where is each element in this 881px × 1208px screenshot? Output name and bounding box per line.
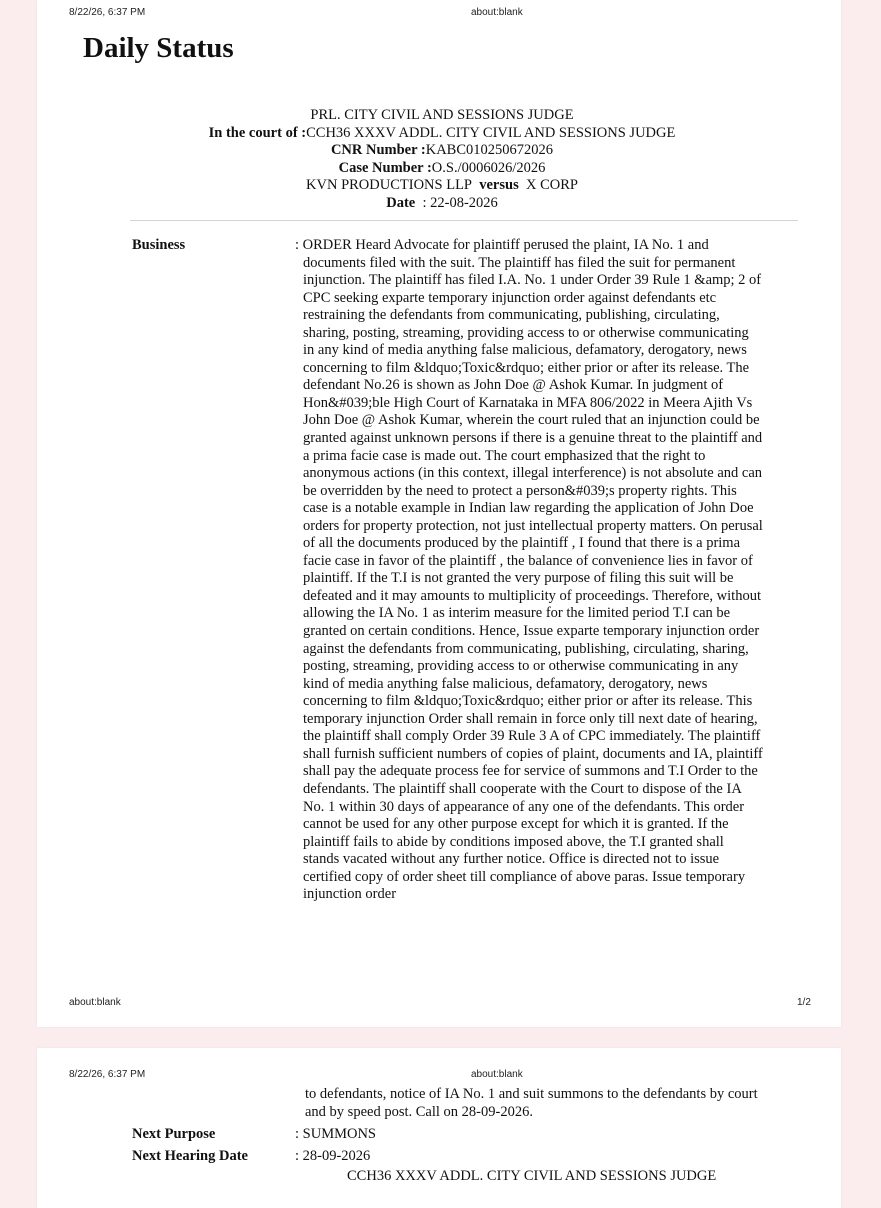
court-label: In the court of : bbox=[208, 124, 307, 141]
versus-label: versus bbox=[479, 177, 519, 194]
page-title: Daily Status bbox=[83, 32, 234, 64]
case-number-line bbox=[177, 160, 707, 178]
divider bbox=[130, 220, 798, 221]
cnr-line bbox=[177, 142, 707, 160]
date-line bbox=[177, 195, 707, 213]
business-text: : ORDER Heard Advocate for plaintiff perused the plaint, IA No. 1 and documents filed with the suit. The plaintiff has filed the suit for permanent injunction. The plaintiff has filed I.A. No. 1 under Order 39 Rule 1 &amp; 2 of CPC seeking exparte temporary injunction order against defendants etc restraining the defendants from communicating, publishing, circulating, sharing, posting, streaming, providing access to or otherwise communicating in any kind of media anything false malicious, defamatory, derogatory, news concerning to film &ldquo;Toxic&rdquo; either prior or after its release. The defendant No.26 is shown as John Doe @ Ashok Kumar. In judgment of Hon&#039;ble High Court of Karnataka in MFA 806/2022 in Meera Ajith Vs John Doe @ Ashok Kumar, wherein the court ruled that an injunction could be granted against unknown persons if there is a genuine threat to the plaintiff and a prima facie case is made out. The court emphasized that the right to anonymous actions (in this context, illegal interference) is not absolute and can be overridden by the need to protect a person&#039;s property rights. This case is a notable example in Indian law regarding the application of John Doe orders for property protection, not just intellectual property matters. On perusal of all the documents produced by the plaintiff , I found that there is a prima facie case in favor of the plaintiff , the balance of convenience lies in favor of plaintiff. If the T.I is not granted the very purpose of filing this suit will be defeated and it may amounts to multiplicity of proceedings. Therefore, without allowing the IA No. 1 as interim measure for the limited period T.I can be granted on certain conditions. Hence, Issue exparte temporary injunction order against the defendants from communicating, publishing, circulating, sharing, posting, streaming, providing access to or otherwise communicating in any kind of media anything false malicious, defamatory, derogatory, news concerning to film &ldquo;Toxic&rdquo; either prior or after its release. This temporary injunction Order shall remain in force only till next date of hearing, the plaintiff shall comply Order 39 Rule 3 A of CPC immediately. The plaintiff shall furnish sufficient numbers of copies of plaint, documents and IA, plaintiff shall pay the adequate process fee for service of summons and T.I Order to the defendants. The plaintiff shall cooperate with the Court to dispose of the IA No. 1 within 30 days of appearance of any one of the defendants. This order cannot be used for any other purpose except for which it is granted. If the plaintiff fails to abide by conditions imposed above, the T.I granted shall stands vacated without any further notice. Office is directed not to issue certified copy of order sheet till compliance of above paras. Issue temporary injunction order bbox=[295, 237, 763, 903]
print-url: about:blank bbox=[471, 7, 523, 18]
page-number: 1/2 bbox=[797, 997, 811, 1008]
next-purpose-label: Next Purpose bbox=[132, 1126, 216, 1142]
next-hearing-value: : 28-09-2026 bbox=[295, 1148, 371, 1164]
plaintiff-name: KVN PRODUCTIONS LLP bbox=[306, 177, 472, 194]
cnr-value: KABC010250672026 bbox=[425, 142, 554, 159]
parties-line bbox=[177, 177, 707, 195]
business-label: Business bbox=[132, 237, 186, 253]
cnr-label: CNR Number : bbox=[330, 142, 426, 159]
court-footer: CCH36 XXXV ADDL. CITY CIVIL AND SESSIONS JUDGE bbox=[347, 1168, 717, 1184]
court-line bbox=[177, 125, 707, 143]
print-page-1 bbox=[37, 0, 841, 1027]
court-line-1: PRL. CITY CIVIL AND SESSIONS JUDGE bbox=[310, 107, 574, 123]
footer-url: about:blank bbox=[69, 997, 121, 1008]
defendant-name: X CORP bbox=[525, 177, 578, 194]
print-url: about:blank bbox=[471, 1069, 523, 1080]
court-value: CCH36 XXXV ADDL. CITY CIVIL AND SESSIONS JUDGE bbox=[306, 124, 676, 141]
print-datetime: 8/22/26, 6:37 PM bbox=[69, 1069, 146, 1080]
date-value: : 22-08-2026 bbox=[422, 194, 498, 211]
business-text-continued: to defendants, notice of IA No. 1 and suit summons to the defendants by court and by speed post. Call on 28-09-2026. bbox=[305, 1086, 758, 1120]
print-datetime: 8/22/26, 6:37 PM bbox=[69, 7, 146, 18]
case-number-label: Case Number : bbox=[338, 159, 432, 176]
next-purpose-value: : SUMMONS bbox=[295, 1126, 376, 1142]
next-hearing-label: Next Hearing Date bbox=[132, 1148, 248, 1164]
date-label: Date bbox=[386, 194, 416, 211]
case-number-value: O.S./0006026/2026 bbox=[431, 159, 546, 176]
case-header bbox=[177, 107, 707, 213]
print-page-2 bbox=[37, 1048, 841, 1208]
